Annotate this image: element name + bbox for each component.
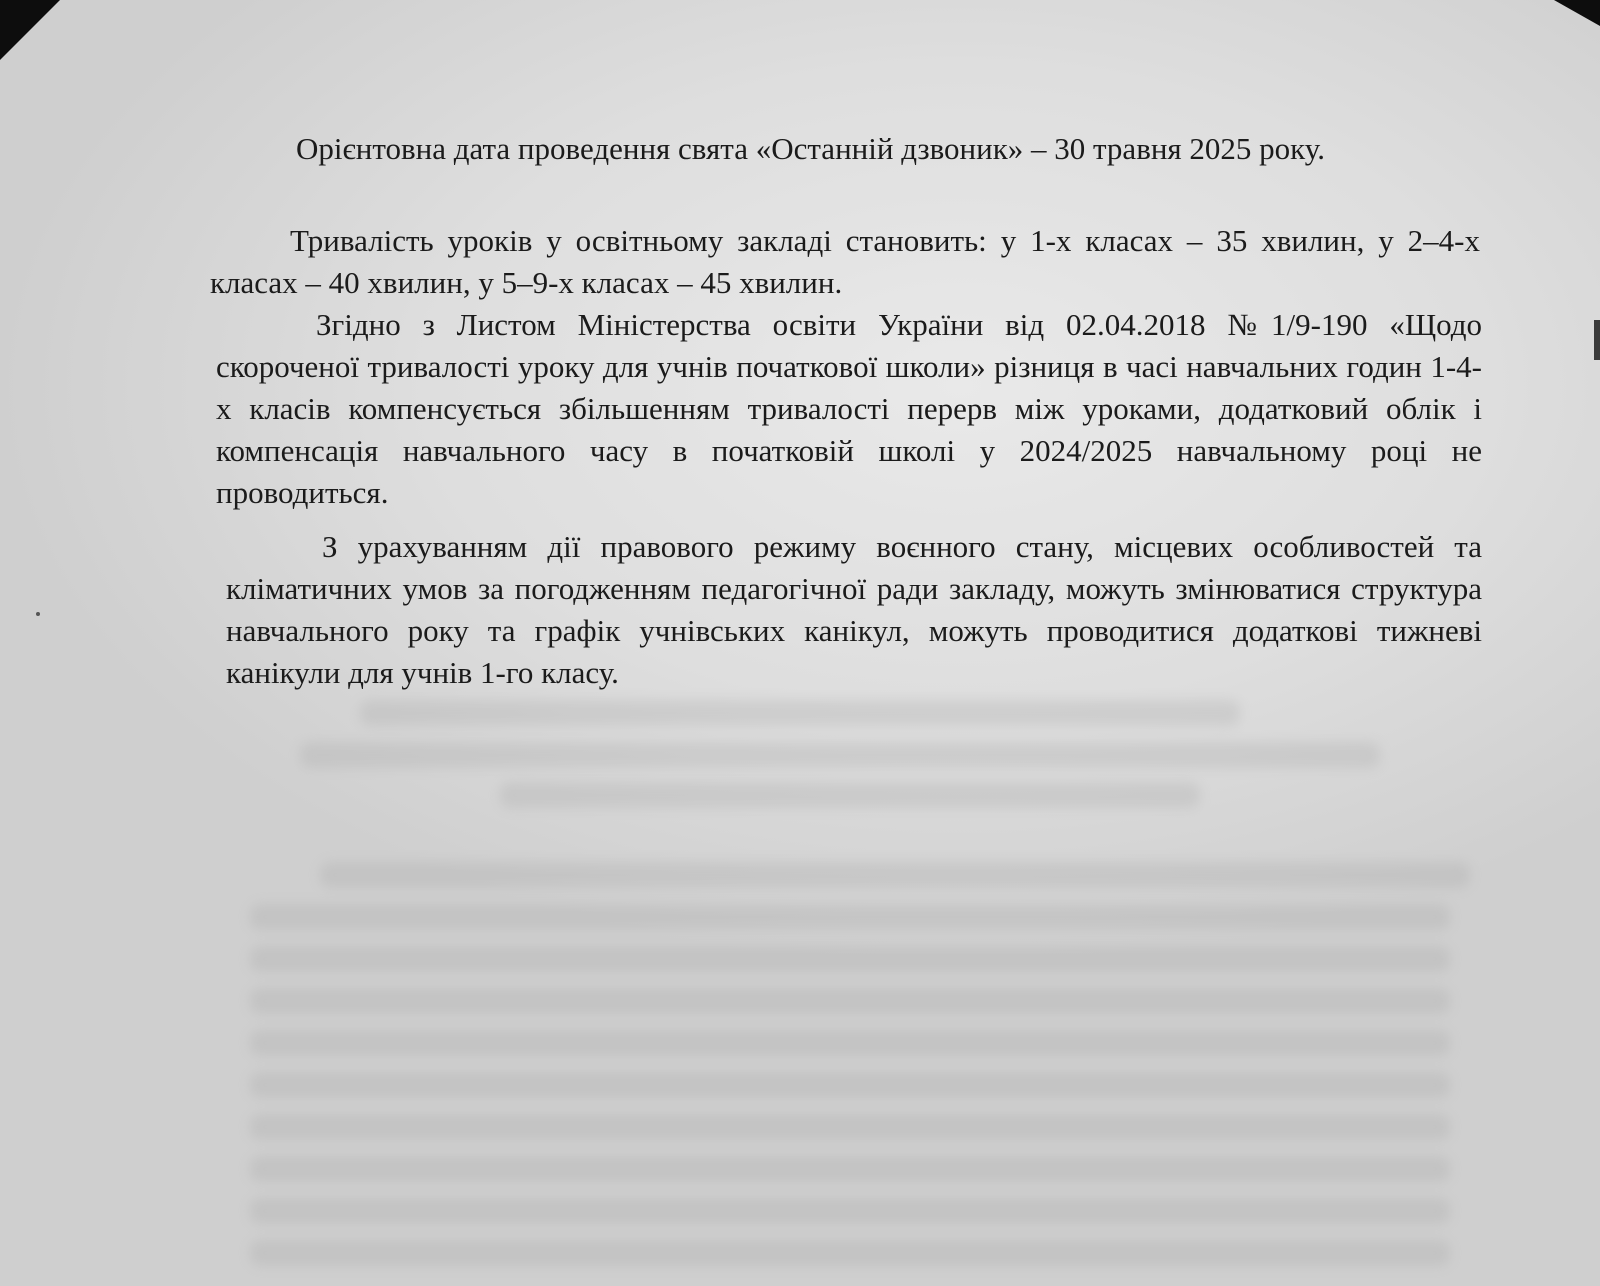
bleed-through-line: [300, 742, 1380, 768]
bleed-through-line: [250, 904, 1450, 930]
bleed-through-line: [250, 1156, 1450, 1182]
paragraph-last-bell-date: [200, 128, 1480, 170]
bleed-through-line: [250, 946, 1450, 972]
bleed-through-line: [250, 1072, 1450, 1098]
paper-speck: [36, 612, 40, 616]
bleed-through-line: [500, 782, 1200, 808]
page-corner-shadow: [0, 0, 60, 60]
paragraph-text: Орієнтовна дата проведення свята «Останній дзвоник» – 30 травня 2025 року.: [296, 131, 1325, 166]
bleed-through-line: [250, 988, 1450, 1014]
paragraph-text: Тривалість уроків у освітньому закладі становить: у 1-х класах – 35 хвилин, у 2–4-х класах – 40 хвилин, у 5–9-х класах – 45 хвилин.: [210, 223, 1480, 300]
page-edge-mark: [1594, 320, 1600, 360]
bleed-through-line: [360, 700, 1240, 726]
bleed-through-line: [320, 862, 1470, 888]
bleed-through-line: [250, 1114, 1450, 1140]
bleed-through-line: [250, 1240, 1450, 1266]
bleed-through-line: [250, 1030, 1450, 1056]
paragraph-text: Згідно з Листом Міністерства освіти України від 02.04.2018 №1/9-190 «Щодо скороченої тривалості уроку для учнів початкової школи» різниця в часі навчальних годин 1-4-х класів компенсується збільшенням тривалості перерв між уроками, додатковий облік і компенсація навчального часу в початковій школі у 2024/2025 навчальному році не проводиться.: [216, 307, 1482, 510]
paragraph-ministry-letter: [216, 304, 1482, 514]
bleed-through-line: [250, 1198, 1450, 1224]
paragraph-lesson-duration: [210, 220, 1480, 304]
paragraph-martial-law: [226, 526, 1482, 694]
paragraph-text: З урахуванням дії правового режиму воєнного стану, місцевих особливостей та кліматичних умов за погодженням педагогічної ради закладу, можуть змінюватися структура навчального року та графік учнівських канікул, можуть проводитися додаткові тижневі канікули для учнів 1-го класу.: [226, 529, 1482, 690]
page-corner-shadow-right: [1554, 0, 1600, 26]
